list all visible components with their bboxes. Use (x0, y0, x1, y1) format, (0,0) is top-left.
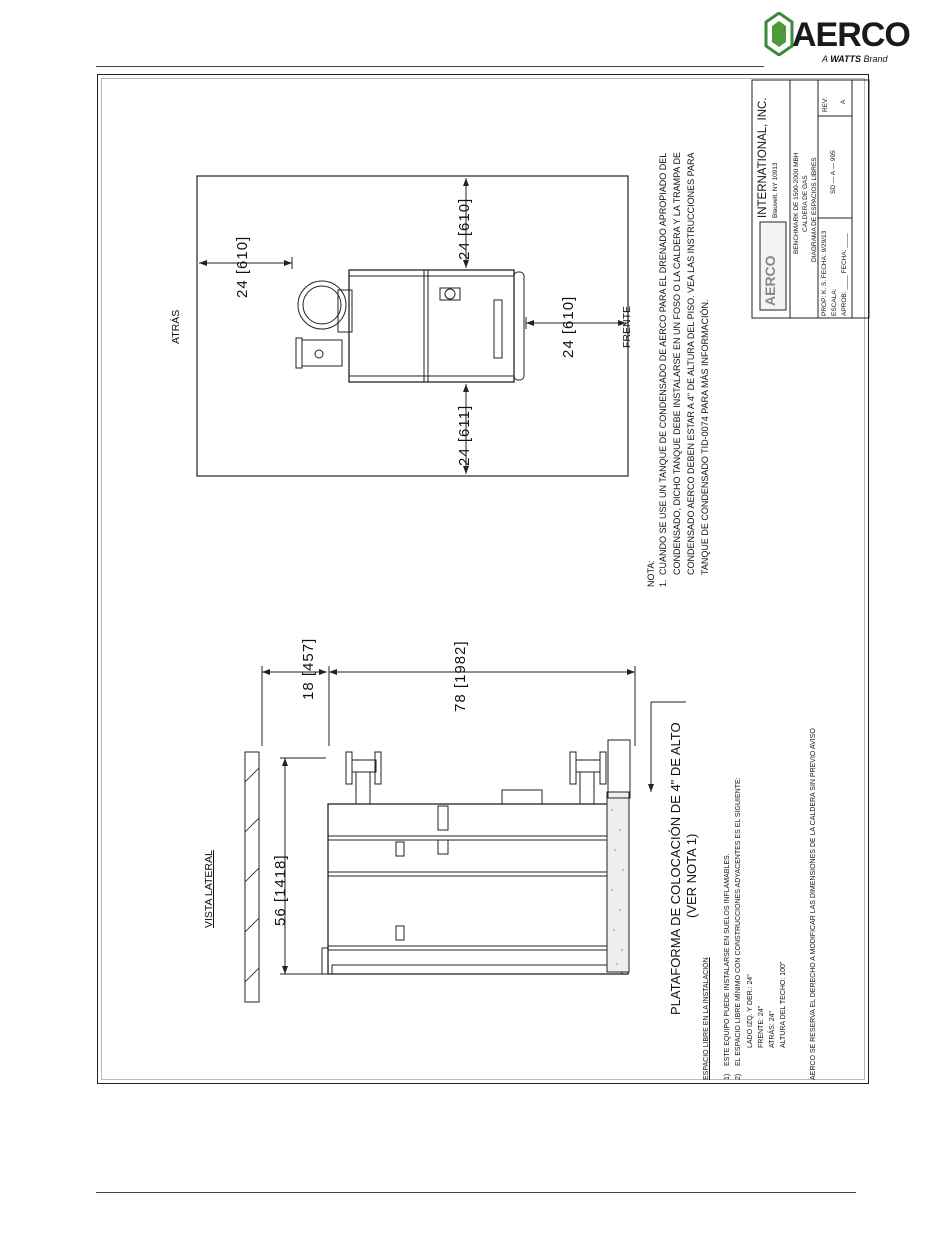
clearance-title: ESPACIO LIBRE EN LA INSTALACIÓN (703, 957, 710, 1080)
title-block-scale: ESCALA: (831, 288, 838, 316)
clearance-sub-2: FRENTE: 24" (758, 1005, 765, 1048)
title-block-logo: AERCO (762, 255, 778, 306)
note-line-1: CUANDO SE USE UN TANQUE DE CONDENSADO DE AERCO PARA EL DRENADO APROPIADO DEL (658, 152, 668, 575)
wall-bar (245, 752, 259, 1002)
title-block-approved: APROB: ____ FECHA: ____ (841, 233, 848, 316)
dim-front-label: 24 [610] (560, 295, 577, 358)
logo-tagline: A WATTS Brand (822, 54, 888, 64)
title-block-company: INTERNATIONAL, INC. (757, 97, 769, 218)
title-block-desc-2: CALDERA DE GAS (802, 175, 809, 232)
title-block-rev-label: REV: (822, 97, 829, 112)
dim-back-label: 24 [610] (234, 235, 251, 298)
dim-18-label: 18 [457] (300, 637, 317, 700)
clearance-item1-num: 1) (724, 1073, 731, 1080)
title-block-rev: A (840, 99, 847, 104)
dim-left-label: 24 [611] (456, 404, 473, 466)
disclaimer-text: AERCO SE RESERVA EL DERECHO A MODIFICAR LAS DIMENSIONES DE LA CALDERA SIN PREVIO AVISO (810, 728, 817, 1080)
clearance-item2-num: 2) (735, 1073, 742, 1080)
blower-outline (298, 281, 346, 329)
clearance-sub-4: ALTURA DEL TECHO: 100" (780, 961, 787, 1048)
note-line-2: CONDENSADO, DICHO TANQUE DEBE INSTALARSE EN UN FOSO O LA CALDERA Y LA TRAMPA DE (672, 152, 682, 575)
title-block-desc-1: BENCHMARK DE 1500-2000 MBH (793, 152, 800, 254)
platform-label: PLATAFORMA DE COLOCACIÓN DE 4" DE ALTO (668, 722, 683, 1015)
clearance-sub-1: LADO IZQ. Y DER.: 24" (747, 974, 754, 1048)
platform-note-ref: (VER NOTA 1) (684, 833, 699, 918)
note-title: NOTA: (646, 560, 656, 587)
clearance-item2: EL ESPACIO LIBRE MÍNIMO CON CONSTRUCCIONES ADYACENTES ES EL SIGUIENTE: (735, 777, 742, 1066)
boiler-top-body (349, 270, 514, 382)
dim-56-label: 56 [1418] (272, 854, 289, 926)
platform-side (607, 792, 629, 972)
clearance-item1: ESTE EQUIPO PUEDE INSTALARSE EN SUELOS INFLAMABLES. (724, 853, 731, 1066)
clearance-sub-3: ATRÁS: 24" (769, 1011, 776, 1048)
note-number: 1. (658, 579, 668, 587)
note-line-3: CONDENSADO AERCO DEBEN ESTAR A 4" DE ALTURA DEL PISO. VEA LAS INSTRUCCIONES PARA (686, 152, 696, 575)
wall-hatch (245, 768, 259, 982)
dim-78-label: 78 [1982] (452, 640, 469, 712)
side-view-title: VISTA LATERAL (203, 850, 215, 928)
note-line-4: TANQUE DE CONDENSADO TID-0074 PARA MÁS INFORMACIÓN. (700, 299, 710, 575)
top-view-front-label: FRENTE (621, 306, 633, 348)
top-view-back-label: ATRÁS (170, 309, 182, 344)
logo-wordmark: AERCO (792, 16, 910, 54)
title-block-address: Blauvelt, NY 10913 (772, 162, 779, 218)
title-block-prop: PROP: K. S. FECHA: 9/29/13 (821, 230, 828, 316)
title-block-drawing-number: SD — A — 995 (830, 150, 837, 194)
boiler-side-body (328, 804, 628, 974)
dim-arrows (199, 178, 654, 974)
title-block-desc-3: DIAGRAMA DE ESPACIOS LIBRES (811, 157, 818, 262)
dim-right-label: 24 [610] (456, 197, 473, 260)
